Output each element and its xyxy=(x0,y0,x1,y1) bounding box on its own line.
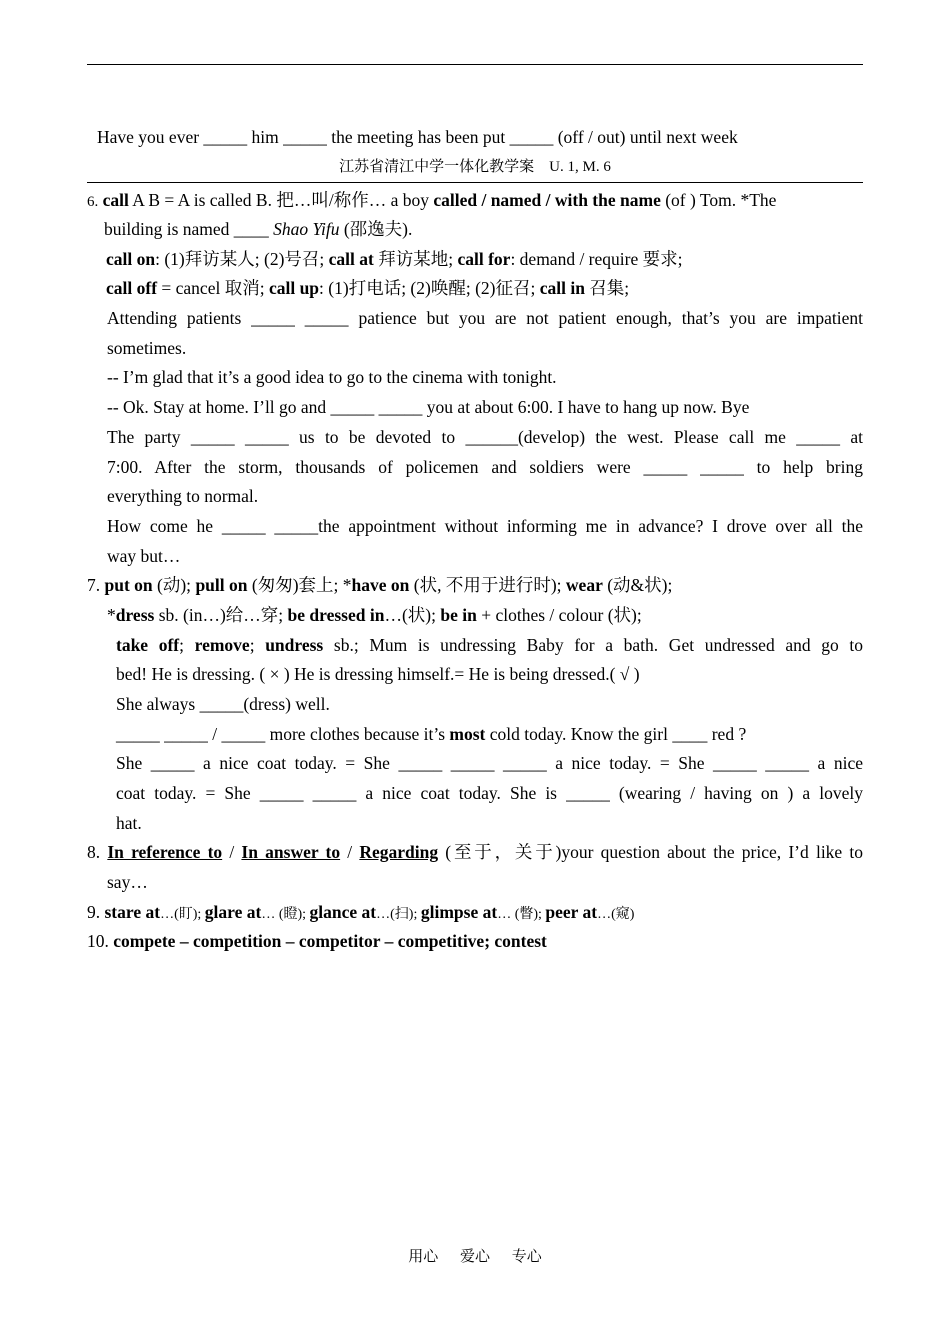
s8-text: (至于，关于)your question about the price, I’d like to xyxy=(438,842,864,862)
s7-line-7: She _____ a nice coat today. = She _____ _____ _____ a nice today. = She _____ _____ a nice xyxy=(116,753,863,773)
s7-text: _____ _____ / _____ more clothes because it’s xyxy=(116,724,450,744)
s6-text: : (1)打电话; (2)唤醒; (2)征召; xyxy=(319,278,540,298)
s7-term-wear: wear xyxy=(565,575,603,595)
s7-number: 7. xyxy=(87,575,101,595)
s6-text: (of ) Tom. *The xyxy=(660,190,777,210)
s7-term-undress: undress xyxy=(265,635,324,655)
s8-separator: / xyxy=(222,842,242,862)
s6-text: = cancel 取消; xyxy=(157,278,269,298)
s7-term-pull-on: pull on xyxy=(195,575,248,595)
s7-line-1 xyxy=(87,574,672,596)
s6-line-7: -- I’m glad that it’s a good idea to go to the cinema with tonight. xyxy=(107,367,557,387)
s6-line-2 xyxy=(104,218,412,240)
s7-text: ; xyxy=(179,635,195,655)
s7-line-2 xyxy=(107,604,642,626)
s7-term-put-on: put on xyxy=(104,575,153,595)
s9-term-glare-at: glare at xyxy=(204,902,262,922)
s6-term-call-for: call for xyxy=(457,249,511,269)
s6-line-1 xyxy=(87,189,776,213)
s7-line-4: bed! He is dressing. ( × ) He is dressing himself.= He is being dressed.( √ ) xyxy=(116,664,640,684)
s9-term-peer-at: peer at xyxy=(545,902,598,922)
s7-text: cold today. Know the girl ____ red ? xyxy=(485,724,747,744)
s7-term-dress: dress xyxy=(115,605,155,625)
header-rule xyxy=(87,182,863,183)
s9-term-glimpse-at: glimpse at xyxy=(420,902,498,922)
s8-term-regarding: Regarding xyxy=(359,842,439,862)
s10-number: 10. xyxy=(87,931,109,951)
s6-term-call-off: call off xyxy=(106,278,158,298)
s6-text: (邵逸夫). xyxy=(339,219,413,239)
s7-term-have-on: have on xyxy=(351,575,410,595)
s6-term-call-on: call on xyxy=(106,249,156,269)
s9-text: …(盯); xyxy=(160,907,205,922)
s6-line-11: everything to normal. xyxy=(107,486,259,506)
s6-line-3 xyxy=(106,248,682,270)
s7-term-be-dressed-in: be dressed in xyxy=(287,605,385,625)
s7-term-remove: remove xyxy=(194,635,250,655)
s7-term-take-off: take off xyxy=(116,635,180,655)
s7-line-5: She always _____(dress) well. xyxy=(116,694,330,714)
s6-text: A B = A is called B. 把…叫/称作… a boy xyxy=(128,190,434,210)
s6-line-13: way but… xyxy=(107,546,181,566)
s6-text: 召集; xyxy=(584,278,630,298)
s6-term-call-at: call at xyxy=(328,249,374,269)
page-footer: 用心 爱心 专心 xyxy=(408,1249,542,1265)
s8-term-in-answer-to: In answer to xyxy=(241,842,341,862)
s7-text: * xyxy=(107,605,116,625)
header-unit: U. 1, M. 6 xyxy=(549,159,611,175)
s6-line-10: 7:00. After the storm, thousands of policemen and soldiers were _____ _____ to help bring xyxy=(107,457,863,477)
s9-term-glance-at: glance at xyxy=(309,902,377,922)
s9-text: … (瞥); xyxy=(497,907,546,922)
s6-text: building is named ____ xyxy=(104,219,274,239)
s8-line-2: say… xyxy=(107,872,148,892)
header-school: 江苏省清江中学一体化教学案 xyxy=(339,159,535,175)
s6-term-call-in: call in xyxy=(539,278,585,298)
s7-text: (状, 不用于进行时); xyxy=(409,575,566,595)
s7-text: (动); xyxy=(152,575,196,595)
s7-text: + clothes / colour (状); xyxy=(476,605,642,625)
s6-line-5: Attending patients _____ _____ patience but you are not patient enough, that’s you are impatient xyxy=(107,308,863,328)
s9-text: …(窥) xyxy=(597,907,635,922)
s6-term-call-up: call up xyxy=(268,278,320,298)
s10-line xyxy=(87,930,547,952)
s6-text: 拜访某地; xyxy=(373,249,458,269)
s8-term-in-reference-to: In reference to xyxy=(107,842,223,862)
s8-line-1 xyxy=(87,841,863,863)
s6-line-4 xyxy=(106,277,629,299)
header-sentence: Have you ever _____ him _____ the meeting has been put _____ (off / out) until next week xyxy=(97,127,738,147)
s6-term-call: call xyxy=(102,190,129,210)
s7-text: sb. (in…)给…穿; xyxy=(154,605,288,625)
s7-line-8: coat today. = She _____ _____ a nice coat today. She is _____ (wearing / having on ) a lovely xyxy=(116,783,863,803)
s6-line-9: The party _____ _____ us to be devoted to ______(develop) the west. Please call me _____ at xyxy=(107,427,863,447)
s6-line-6: sometimes. xyxy=(107,338,187,358)
s8-number: 8. xyxy=(87,842,101,862)
s9-term-stare-at: stare at xyxy=(104,902,161,922)
s7-line-9: hat. xyxy=(116,813,142,833)
s8-separator: / xyxy=(340,842,360,862)
s7-line-6 xyxy=(116,723,746,745)
s7-text: sb.; Mum is undressing Baby for a bath. Get undressed and go to xyxy=(323,635,863,655)
s6-name-italic: Shao Yifu xyxy=(273,219,340,239)
s9-text: … (瞪); xyxy=(261,907,310,922)
s7-text: …(状); xyxy=(384,605,441,625)
s10-word-family: compete – competition – competitor – competitive; contest xyxy=(113,931,547,951)
s7-term-most: most xyxy=(449,724,486,744)
s7-text: (动&状); xyxy=(602,575,673,595)
s6-number: 6. xyxy=(87,194,99,210)
s6-line-8: -- Ok. Stay at home. I’ll go and _____ _____ you at about 6:00. I have to hang up now. Bye xyxy=(107,397,750,417)
s6-line-12: How come he _____ _____the appointment without informing me in advance? I drove over all the xyxy=(107,516,863,536)
s7-text: ; xyxy=(249,635,266,655)
s6-text: : demand / require 要求; xyxy=(510,249,683,269)
s7-term-be-in: be in xyxy=(440,605,477,625)
header-school-line xyxy=(0,157,950,177)
s6-text: : (1)拜访某人; (2)号召; xyxy=(155,249,329,269)
s7-line-3 xyxy=(116,634,863,656)
s9-line xyxy=(87,901,634,926)
s7-text: (匆匆)套上; * xyxy=(247,575,352,595)
s6-term-called: called / named / with the name xyxy=(433,190,661,210)
s9-number: 9. xyxy=(87,902,101,922)
top-rule xyxy=(87,64,863,65)
s9-text: …(扫); xyxy=(376,907,421,922)
